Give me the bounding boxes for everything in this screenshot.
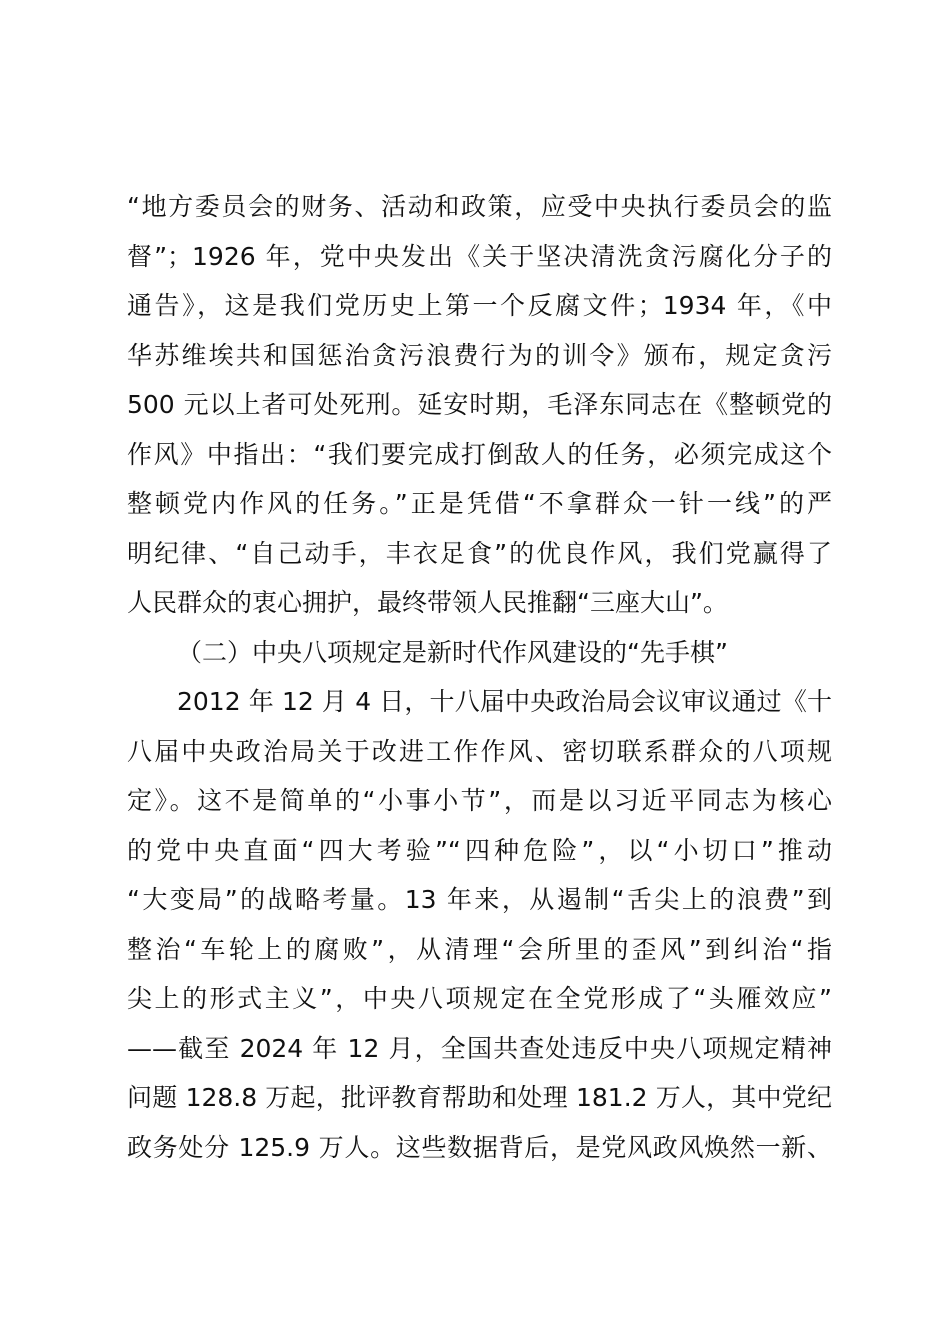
text-line: 人民群众的衷心拥护，最终带领人民推翻“三座大山”。 [127,588,728,617]
text-line: 定》。这不是简单的“小事小节”，而是以习近平同志为核心 [127,786,832,815]
text-line: 500 元以上者可处死刑。延安时期，毛泽东同志在《整顿党的 [127,390,832,419]
document-body [127,182,832,1172]
text-line: 华苏维埃共和国惩治贪污浪费行为的训令》颁布，规定贪污 [127,340,832,370]
text-line: 尖上的形式主义”，中央八项规定在全党形成了“头雁效应” [127,984,832,1013]
section-heading [127,628,832,678]
text-line: 督”；1926 年，党中央发出《关于坚决清洗贪污腐化分子的 [127,241,832,271]
text-line: 的党中央直面“四大考验”“四种危险”，以“小切口”推动 [127,835,832,865]
text-line: “大变局”的战略考量。13 年来，从遏制“舌尖上的浪费”到 [127,885,832,914]
text-line: ——截至 2024 年 12 月，全国共查处违反中央八项规定精神 [127,1033,832,1063]
text-line: 2012 年 12 月 4 日，十八届中央政治局会议审议通过《十 [177,687,832,716]
section-heading-text: （二）中央八项规定是新时代作风建设的“先手棋” [177,637,728,667]
text-line: 整治“车轮上的腐败”，从清理“会所里的歪风”到纠治“指 [127,934,832,964]
text-line: 八届中央政治局关于改进工作作风、密切联系群众的八项规 [127,736,832,766]
text-line: 问题 128.8 万起，批评教育帮助和处理 181.2 万人，其中党纪 [127,1083,832,1112]
paragraph-eight-regulations [127,677,832,1172]
text-line: 明纪律、“自己动手，丰衣足食”的优良作风，我们党赢得了 [127,538,832,568]
text-line: 通告》，这是我们党历史上第一个反腐文件；1934 年，《中 [127,291,832,320]
text-line: “地方委员会的财务、活动和政策，应受中央执行委员会的监 [127,192,832,221]
text-line: 政务处分 125.9 万人。这些数据背后，是党风政风焕然一新、 [127,1132,832,1162]
paragraph-party-history [127,182,832,628]
text-line: 整顿党内作风的任务。”正是凭借“不拿群众一针一线”的严 [127,489,832,518]
text-line: 作风》中指出：“我们要完成打倒敌人的任务，必须完成这个 [127,439,832,469]
